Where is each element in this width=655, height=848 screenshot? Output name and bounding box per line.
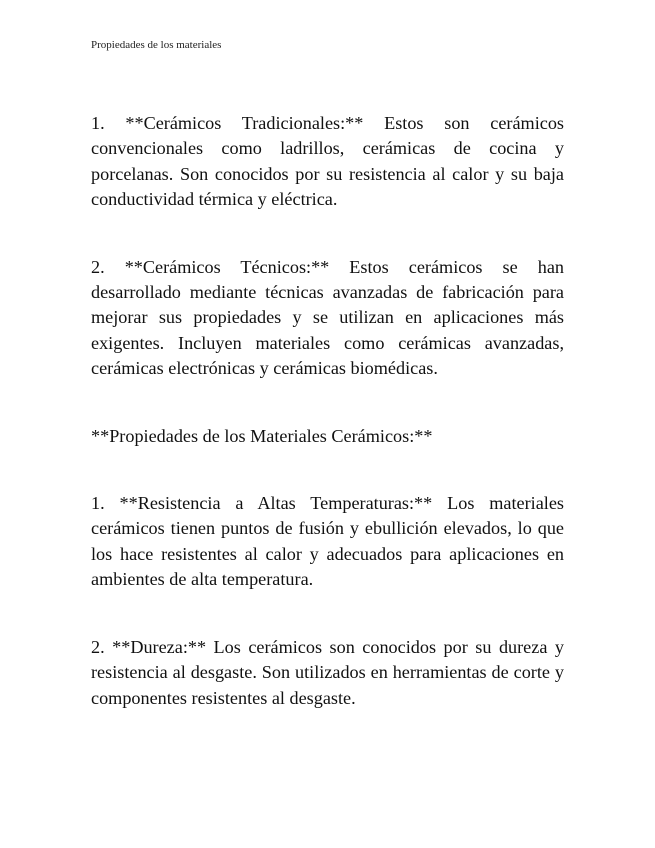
paragraph-ceramicos-tecnicos: 2. **Cerámicos Técnicos:** Estos cerámicos se han desarrollado mediante técnicas avanzadas de fabricación para mejorar sus propiedades y se utilizan en aplicaciones más exigentes. Incluyen materiales como cerámicas avanzadas, cerámicas electrónicas y cerámicas biomédicas. bbox=[91, 256, 564, 379]
paragraph-dureza: 2. **Dureza:** Los cerámicos son conocidos por su dureza y resistencia al desgaste. Son utilizados en herramientas de corte y componentes resistentes al desgaste. bbox=[91, 636, 564, 708]
page-header: Propiedades de los materiales bbox=[91, 39, 222, 51]
paragraph-ceramicos-tradicionales: 1. **Cerámicos Tradicionales:** Estos son cerámicos convencionales como ladrillos, cerámicas de cocina y porcelanas. Son conocidos por su resistencia al calor y su baja conductividad térmica y eléctrica. bbox=[91, 113, 564, 210]
document-body bbox=[91, 111, 564, 711]
paragraph-resistencia-altas-temperaturas: 1. **Resistencia a Altas Temperaturas:** Los materiales cerámicos tienen puntos de fusión y ebullición elevados, lo que los hace resistentes al calor y adecuados para aplicaciones en ambientes de alta temperatura. bbox=[91, 493, 564, 590]
section-heading-propiedades: **Propiedades de los Materiales Cerámicos:** bbox=[91, 425, 433, 446]
